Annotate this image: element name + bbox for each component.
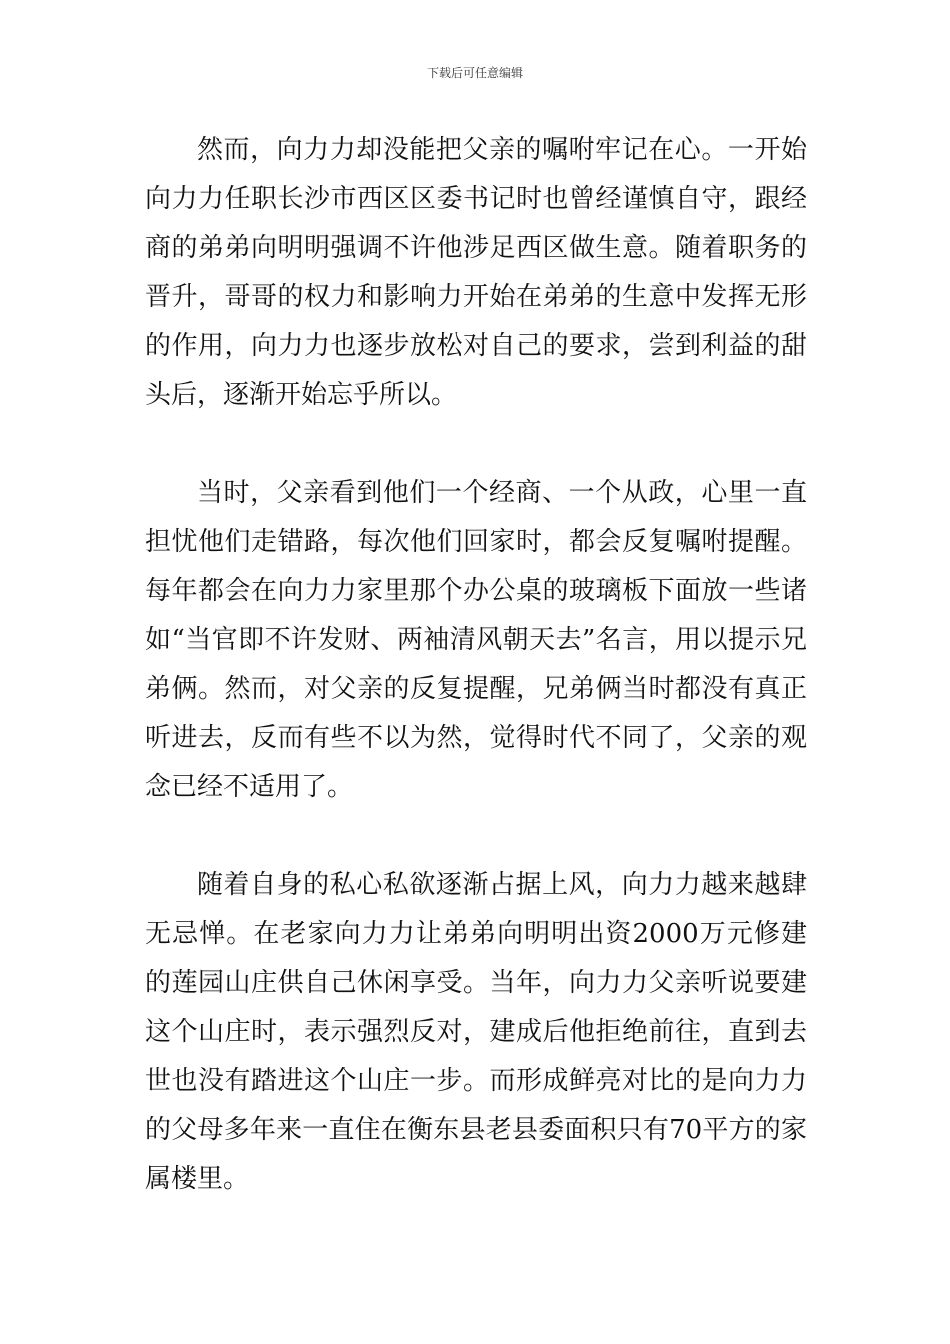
paragraph-3: 随着自身的私心私欲逐渐占据上风，向力力越来越肆无忌惮。在老家向力力让弟弟向明明出资2000万元修建的莲园山庄供自己休闲享受。当年，向力力父亲听说要建这个山庄时，表示强烈反对，建成后他拒绝前往，直到去世也没有踏进这个山庄一步。而形成鲜亮对比的是向力力的父母多年来一直住在衡东县老县委面积只有70平方的家属楼里。: [145, 870, 807, 1194]
paragraph-2: 当时，父亲看到他们一个经商、一个从政，心里一直担忧他们走错路，每次他们回家时，都会反复嘱咐提醒。每年都会在向力力家里那个办公桌的玻璃板下面放一些诸如“当官即不许发财、两袖清风朝天去”名言，用以提示兄弟俩。然而，对父亲的反复提醒，兄弟俩当时都没有真正听进去，反而有些不以为然，觉得时代不同了，父亲的观念已经不适用了。: [145, 478, 807, 802]
document-body: [145, 126, 807, 1204]
paragraph-1: 然而，向力力却没能把父亲的嘱咐牢记在心。一开始向力力任职长沙市西区区委书记时也曾经谨慎自守，跟经商的弟弟向明明强调不许他涉足西区做生意。随着职务的晋升，哥哥的权力和影响力开始在弟弟的生意中发挥无形的作用，向力力也逐步放松对自己的要求，尝到利益的甜头后，逐渐开始忘乎所以。: [145, 135, 807, 410]
page-header: 下载后可任意编辑: [426, 66, 523, 80]
